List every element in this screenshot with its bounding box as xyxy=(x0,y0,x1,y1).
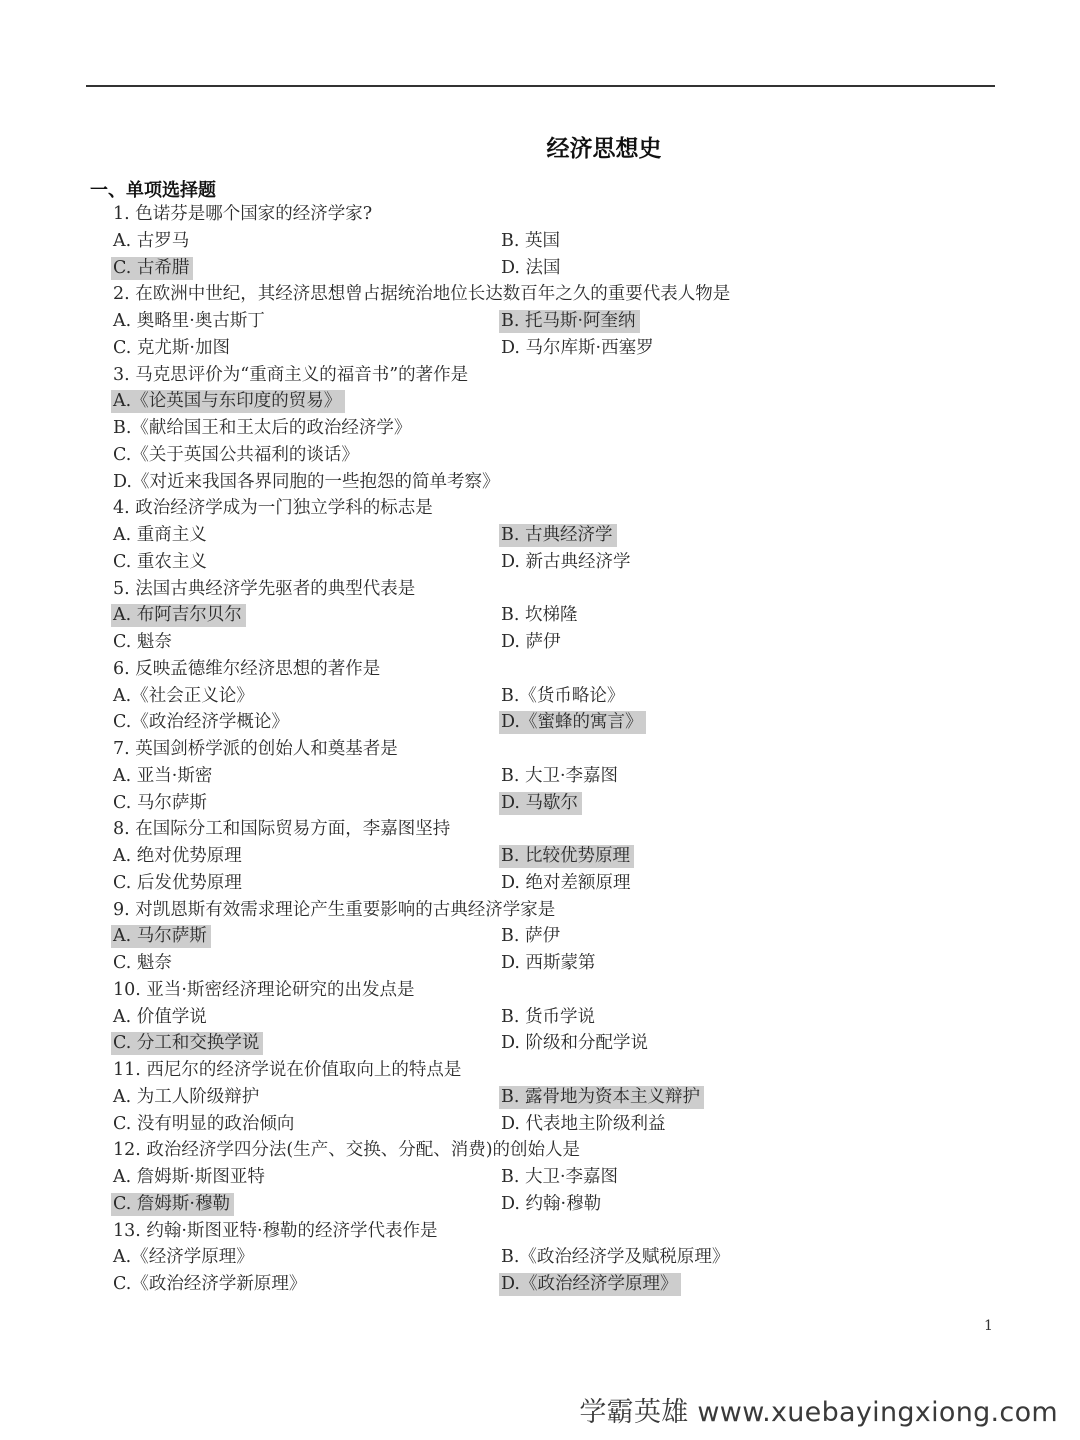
answer-option: A. 亚当·斯密 xyxy=(113,765,213,786)
answer-option: D. 阶级和分配学说 xyxy=(501,1033,649,1054)
option-row xyxy=(0,1084,1080,1111)
option-row xyxy=(0,709,1080,736)
answer-option: D. 西斯蒙第 xyxy=(501,953,596,973)
answer-option: B. 大卫·李嘉图 xyxy=(501,765,619,786)
answer-option: C.《政治经济学新原理》 xyxy=(113,1274,307,1294)
option-row xyxy=(0,522,1080,549)
option-row xyxy=(0,442,1080,469)
answer-option-highlighted: A.《论英国与东印度的贸易》 xyxy=(111,390,345,413)
answer-option: D.《对近来我国各界同胞的一些抱怨的简单考察》 xyxy=(113,471,500,492)
answer-option: B.《政治经济学及赋税原理》 xyxy=(501,1247,730,1268)
option-row xyxy=(0,1191,1080,1218)
answer-option-highlighted: B. 古典经济学 xyxy=(499,524,617,547)
answer-option: A. 绝对优势原理 xyxy=(113,846,242,866)
option-row xyxy=(0,950,1080,977)
answer-option-highlighted: D.《政治经济学原理》 xyxy=(499,1273,681,1296)
option-row xyxy=(0,1244,1080,1271)
answer-option-highlighted: A. 马尔萨斯 xyxy=(111,925,211,948)
option-row xyxy=(0,843,1080,870)
question-text: 13. 约翰·斯图亚特·穆勒的经济学代表作是 xyxy=(113,1220,438,1241)
option-row xyxy=(0,415,1080,442)
question-row xyxy=(0,816,1080,843)
question-row xyxy=(0,495,1080,522)
question-row xyxy=(0,656,1080,683)
answer-option: C. 马尔萨斯 xyxy=(113,792,207,813)
answer-option: B. 大卫·李嘉图 xyxy=(501,1167,619,1187)
answer-option: D. 绝对差额原理 xyxy=(501,872,631,893)
answer-option: B.《货币略论》 xyxy=(501,685,625,706)
answer-option: A. 詹姆斯·斯图亚特 xyxy=(113,1167,265,1187)
answer-option: C.《关于英国公共福利的谈话》 xyxy=(113,444,359,465)
page-number: 1 xyxy=(984,1318,993,1334)
option-row xyxy=(0,923,1080,950)
answer-option-highlighted: B. 露骨地为资本主义辩护 xyxy=(499,1086,704,1109)
question-text: 4. 政治经济学成为一门独立学科的标志是 xyxy=(113,498,433,519)
question-text: 10. 亚当·斯密经济理论研究的出发点是 xyxy=(113,979,415,1000)
footer-watermark: 学霸英雄 www.xuebayingxiong.com xyxy=(579,1397,1058,1428)
answer-option-highlighted: C. 古希腊 xyxy=(111,257,193,280)
question-row xyxy=(0,201,1080,228)
answer-option: D. 萨伊 xyxy=(501,632,561,652)
question-row xyxy=(0,977,1080,1004)
option-row xyxy=(0,1004,1080,1031)
answer-option-highlighted: B. 比较优势原理 xyxy=(499,845,634,868)
question-text: 5. 法国古典经济学先驱者的典型代表是 xyxy=(113,578,416,599)
option-row xyxy=(0,870,1080,897)
answer-option-highlighted: B. 托马斯·阿奎纳 xyxy=(499,310,640,333)
option-row xyxy=(0,255,1080,282)
option-row xyxy=(0,1164,1080,1191)
option-row xyxy=(0,1271,1080,1298)
option-row xyxy=(0,308,1080,335)
option-row xyxy=(0,549,1080,576)
question-row xyxy=(0,1218,1080,1245)
answer-option: C.《政治经济学概论》 xyxy=(113,712,289,733)
answer-option: A. 古罗马 xyxy=(113,230,190,251)
answer-option-highlighted: C. 分工和交换学说 xyxy=(111,1032,263,1055)
question-text: 7. 英国剑桥学派的创始人和奠基者是 xyxy=(113,739,398,759)
option-row xyxy=(0,1111,1080,1138)
answer-option: B. 萨伊 xyxy=(501,926,560,947)
answer-option: C. 魁奈 xyxy=(113,632,172,652)
top-rule xyxy=(86,85,995,87)
answer-option: C. 克尤斯·加图 xyxy=(113,337,230,358)
question-text: 6. 反映孟德维尔经济思想的著作是 xyxy=(113,658,381,679)
question-row xyxy=(0,576,1080,603)
question-row xyxy=(0,281,1080,308)
option-row xyxy=(0,388,1080,415)
answer-option: A. 价值学说 xyxy=(113,1006,207,1027)
question-row xyxy=(0,897,1080,924)
option-row xyxy=(0,763,1080,790)
answer-option: C. 魁奈 xyxy=(113,953,172,973)
answer-option: D. 代表地主阶级利益 xyxy=(501,1113,666,1134)
answer-option-highlighted: A. 布阿吉尔贝尔 xyxy=(111,604,246,627)
question-text: 1. 色诺芬是哪个国家的经济学家? xyxy=(113,204,373,224)
answer-option: A.《经济学原理》 xyxy=(113,1247,254,1268)
answer-option: A.《社会正义论》 xyxy=(113,685,254,706)
option-row xyxy=(0,335,1080,362)
answer-option: B. 英国 xyxy=(501,230,560,251)
option-row xyxy=(0,683,1080,710)
answer-option: B.《献给国王和王太后的政治经济学》 xyxy=(113,418,412,438)
option-row xyxy=(0,629,1080,656)
answer-option: D. 约翰·穆勒 xyxy=(501,1193,602,1214)
answer-option: B. 坎梯隆 xyxy=(501,605,578,626)
answer-option: D. 新古典经济学 xyxy=(501,551,631,572)
question-text: 11. 西尼尔的经济学说在价值取向上的特点是 xyxy=(113,1060,462,1080)
answer-option: C. 重农主义 xyxy=(113,551,207,572)
question-row xyxy=(0,1137,1080,1164)
option-row xyxy=(0,602,1080,629)
answer-option-highlighted: D. 马歇尔 xyxy=(499,792,582,815)
question-list xyxy=(0,201,1080,1298)
answer-option-highlighted: D.《蜜蜂的寓言》 xyxy=(499,711,646,734)
option-row xyxy=(0,1030,1080,1057)
question-text: 12. 政治经济学四分法(生产、交换、分配、消费)的创始人是 xyxy=(113,1140,581,1161)
question-text: 9. 对凯恩斯有效需求理论产生重要影响的古典经济学家是 xyxy=(113,899,556,920)
option-row xyxy=(0,228,1080,255)
question-row xyxy=(0,362,1080,389)
question-text: 2. 在欧洲中世纪，其经济思想曾占据统治地位长达数百年之久的重要代表人物是 xyxy=(113,284,731,305)
answer-option: C. 后发优势原理 xyxy=(113,872,242,893)
answer-option-highlighted: C. 詹姆斯·穆勒 xyxy=(111,1193,234,1216)
question-text: 8. 在国际分工和国际贸易方面，李嘉图坚持 xyxy=(113,819,451,840)
question-row xyxy=(0,1057,1080,1084)
section-heading: 一、单项选择题 xyxy=(90,180,216,201)
answer-option: D. 法国 xyxy=(501,257,561,278)
answer-option: C. 没有明显的政治倾向 xyxy=(113,1113,295,1134)
option-row xyxy=(0,469,1080,496)
answer-option: B. 货币学说 xyxy=(501,1006,595,1027)
option-row xyxy=(0,790,1080,817)
question-text: 3. 马克思评价为“重商主义的福音书”的著作是 xyxy=(113,364,469,385)
document-title: 经济思想史 xyxy=(546,136,662,162)
answer-option: A. 重商主义 xyxy=(113,525,207,545)
answer-option: A. 为工人阶级辩护 xyxy=(113,1086,260,1107)
question-row xyxy=(0,736,1080,763)
answer-option: D. 马尔库斯·西塞罗 xyxy=(501,337,654,358)
answer-option: A. 奥略里·奥古斯丁 xyxy=(113,311,265,331)
